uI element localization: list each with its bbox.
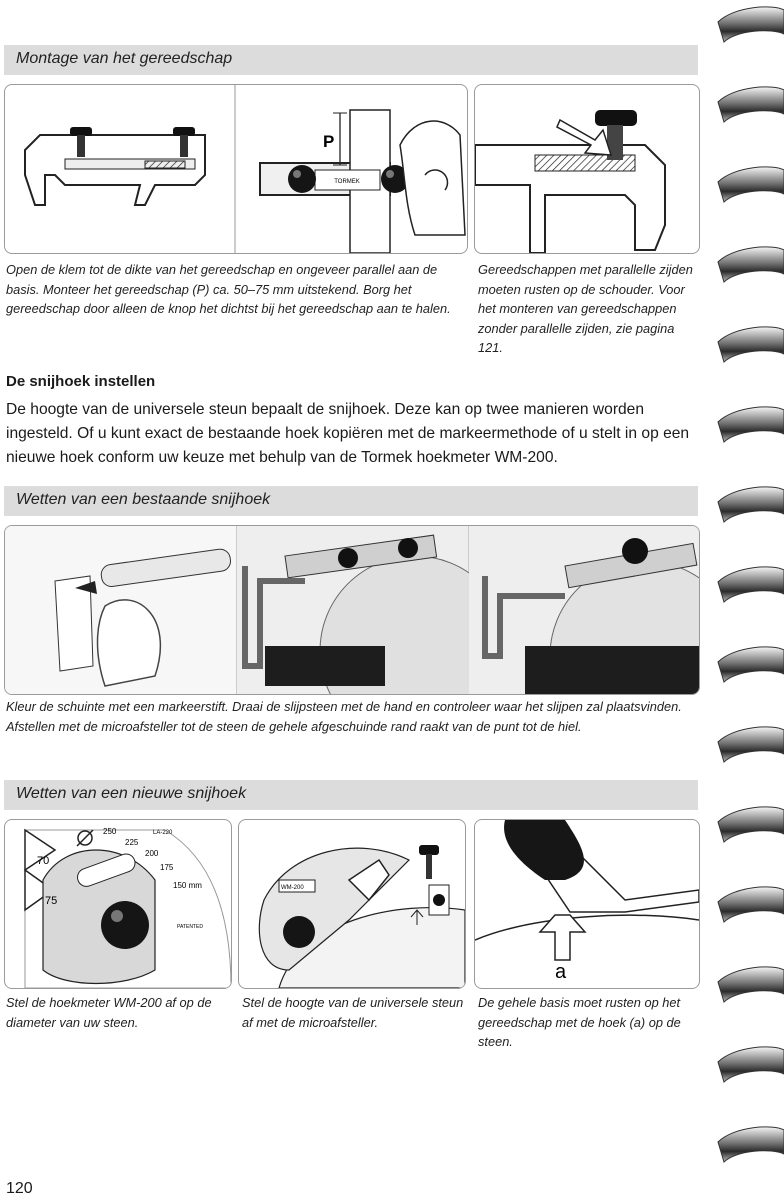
label-75: 75 (45, 895, 58, 907)
figure-montage-right (474, 84, 700, 254)
jig-illustration (5, 85, 467, 253)
label-175: 175 (160, 863, 174, 872)
section-band-montage (4, 45, 698, 75)
label-a: a (555, 961, 567, 983)
caption-montage-right: Gereedschappen met parallelle zijden moeten rusten op de schouder. Voor het monteren van gereedschappen zonder parallelle zijden, zie pagina 121. (478, 262, 693, 355)
gauge-on-stone-illustration (239, 820, 465, 988)
figure-montage-left (4, 84, 468, 254)
label-200: 200 (145, 849, 159, 858)
section-band-bestaande (4, 486, 698, 516)
label-patented: PATENTED (177, 924, 203, 930)
caption-nieuwe-1: Stel de hoekmeter WM-200 af op de diameter van uw steen. (6, 995, 212, 1030)
spiral-binding (714, 0, 784, 1200)
caption-nieuwe-2: Stel de hoogte van de universele steun af met de microafsteller. (242, 995, 464, 1030)
section-title-bestaande: Wetten van een bestaande snijhoek (16, 491, 271, 508)
label-wm200: WM-200 (281, 885, 304, 891)
label-150: 150 mm (173, 881, 202, 890)
section-band-nieuwe (4, 780, 698, 810)
figure-bestaande (4, 525, 700, 695)
page-number: 120 (6, 1180, 33, 1197)
heading-snijhoek: De snijhoek instellen (6, 373, 156, 390)
label-250: 250 (103, 827, 117, 836)
label-tormek: TORMEK (334, 179, 360, 185)
photo-strip-bestaande (5, 526, 699, 694)
caption-montage-left: Open de klem tot de dikte van het gereedschap en ongeveer parallel aan de basis. Monteer het gereedschap (P) ca. 50–75 mm uitstekend. Borg het gereedschap door alleen de knop het dichtst bij het gereedschap aan te halen. (6, 262, 451, 316)
label-70: 70 (37, 855, 50, 867)
label-la220: LA-220 (153, 830, 173, 836)
label-p: P (323, 132, 335, 151)
figure-nieuwe-stone (238, 819, 466, 989)
figure-nieuwe-base (474, 819, 700, 989)
caption-bestaande: Kleur de schuinte met een markeerstift. Draai de slijpsteen met de hand en controleer waar het slijpen zal plaatsvinden. Afstellen met de microafsteller tot de steen de gehele afgeschuinde rand raakt van de punt tot de hiel. (6, 699, 682, 734)
caption-nieuwe-3: De gehele basis moet rusten op het gereedschap met de hoek (a) op de steen. (478, 995, 681, 1049)
label-225: 225 (125, 838, 139, 847)
section-title-montage: Montage van het gereedschap (16, 50, 233, 67)
angle-gauge-illustration (5, 820, 231, 988)
section-title-nieuwe: Wetten van een nieuwe snijhoek (16, 785, 247, 802)
body-paragraph: De hoogte van de universele steun bepaalt de snijhoek. Deze kan op twee manieren worden ingesteld. Of u kunt exact de bestaande hoek kopiëren met de markeermethode of u stelt in op een nieuwe hoek conform uw keuze met behulp van de Tormek hoekmeter WM-200. (6, 401, 690, 466)
shoulder-illustration (475, 85, 699, 253)
figure-nieuwe-gauge (4, 819, 232, 989)
base-contact-illustration (475, 820, 699, 988)
